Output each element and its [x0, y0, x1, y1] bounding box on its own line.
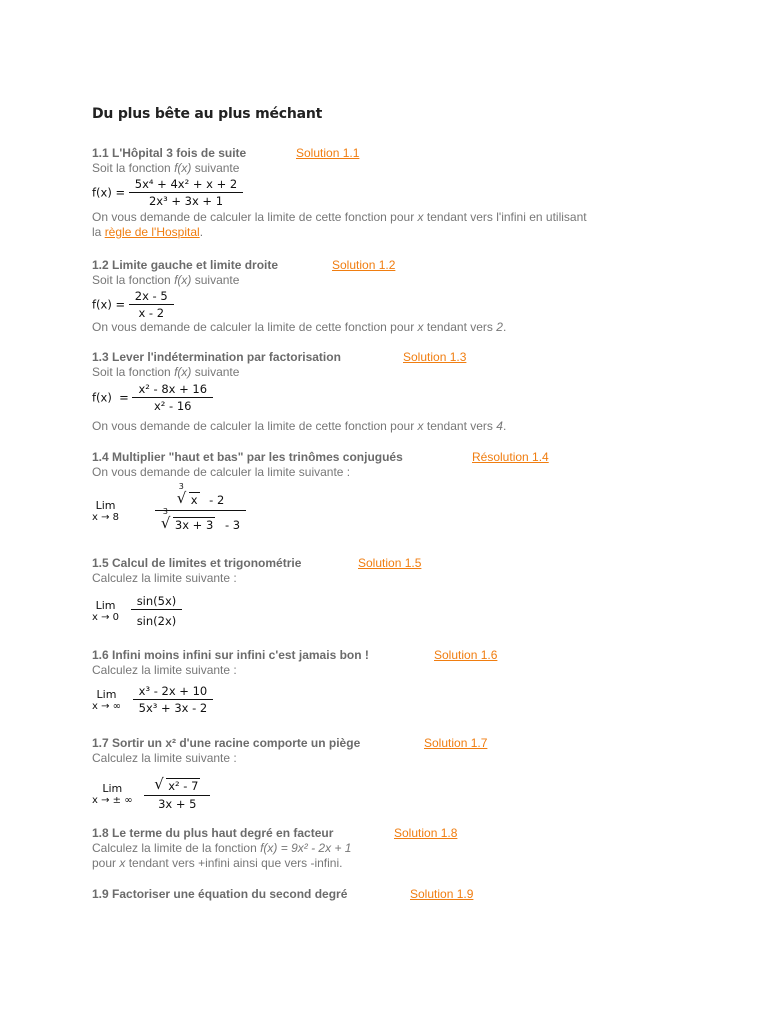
limit-operator: Lim x → 0	[92, 599, 120, 623]
fraction: √ x² - 7 3x + 5	[144, 776, 210, 811]
fraction: $\frac{\sin(5x)}{\sin(2x)}$	[131, 594, 183, 628]
section-text: On vous demande de calculer la limite de cette fonction pour x tendant vers 2.	[92, 320, 507, 334]
limit-operator: Lim x → 8	[92, 499, 120, 523]
section-1-7	[92, 736, 488, 820]
cube-root: 3 √ 3x + 3	[160, 507, 214, 532]
section-1-8	[92, 826, 458, 871]
section-heading: 1.2 Limite gauche et limite droite Solution 1.2	[92, 258, 396, 272]
section-intro: Calculez la limite suivante :	[92, 571, 237, 585]
solution-link-1-4[interactable]: Résolution 1.4	[472, 450, 549, 464]
fraction: $\frac{\text{x³ - 2x + 10}}{\text{5x³ + 3x - 2}}$	[133, 684, 214, 715]
section-heading: 1.3 Lever l'indétermination par factorisation Solution 1.3	[92, 350, 467, 364]
section-heading: 1.1 L'Hôpital 3 fois de suite Solution 1.1	[92, 146, 360, 160]
section-text: pour x tendant vers +infini ainsi que vers -infini.	[92, 856, 343, 870]
section-1-5	[92, 556, 422, 634]
section-heading: 1.5 Calcul de limites et trigonométrie Solution 1.5	[92, 556, 422, 570]
section-intro: Soit la fonction f(x) suivante	[92, 365, 240, 379]
section-1-4	[92, 450, 549, 540]
solution-link-1-3[interactable]: Solution 1.3	[403, 350, 467, 364]
formula	[92, 776, 360, 820]
section-intro: Calculez la limite suivante :	[92, 751, 237, 765]
limit-operator: Lim x → ∞	[92, 687, 121, 712]
formula: f(x) = $\frac{2x - 5}{x - 2}$	[92, 289, 506, 320]
section-1-9	[92, 887, 474, 902]
formula	[92, 684, 369, 720]
formula	[92, 482, 403, 540]
hospital-rule-link[interactable]: règle de l'Hospital	[104, 225, 200, 239]
formula: f(x) = $\frac{\text{x² - 8x + 16}}{\text{x² - 16}}$	[92, 382, 506, 419]
square-root: √ x² - 7	[154, 775, 199, 793]
section-heading: 1.8 Le terme du plus haut degré en facteur Solution 1.8	[92, 826, 458, 840]
section-heading: 1.6 Infini moins infini sur infini c'est jamais bon ! Solution 1.6	[92, 648, 498, 662]
fraction: 3 √ x - 2 3 √ 3x + 3 - 3	[155, 490, 247, 532]
section-intro: On vous demande de calculer la limite suivante :	[92, 465, 351, 479]
section-1-1	[92, 146, 587, 240]
solution-link-1-5[interactable]: Solution 1.5	[358, 556, 422, 570]
section-intro: Soit la fonction f(x) suivante	[92, 161, 240, 175]
fraction: $\frac{2x - 5}{x - 2}$	[129, 289, 174, 320]
solution-link-1-6[interactable]: Solution 1.6	[434, 648, 498, 662]
section-heading: 1.9 Factoriser une équation du second degré Solution 1.9	[92, 887, 474, 901]
section-text: Calculez la limite de la fonction f(x) = 9x² - 2x + 1	[92, 841, 352, 855]
section-1-6	[92, 648, 498, 720]
solution-link-1-8[interactable]: Solution 1.8	[394, 826, 458, 840]
section-1-2	[92, 258, 506, 335]
fraction: $\frac{\text{x² - 8x + 16}}{\text{x² - 16}}$	[132, 382, 213, 413]
limit-operator: Lim x → ± ∞	[92, 781, 133, 806]
section-text: On vous demande de calculer la limite de cette fonction pour x tendant vers l'infini en utilisant	[92, 210, 587, 224]
section-heading: 1.4 Multiplier "haut et bas" par les trinômes conjugués Résolution 1.4	[92, 450, 549, 464]
section-intro: Soit la fonction f(x) suivante	[92, 273, 240, 287]
page-title: Du plus bête au plus méchant	[92, 106, 323, 122]
section-text: la règle de l'Hospital.	[92, 225, 204, 239]
formula	[92, 594, 301, 634]
section-intro: Calculez la limite suivante :	[92, 663, 237, 677]
section-heading: 1.7 Sortir un x² d'une racine comporte un piège Solution 1.7	[92, 736, 488, 750]
solution-link-1-1[interactable]: Solution 1.1	[296, 146, 360, 160]
section-1-3	[92, 350, 506, 434]
solution-link-1-2[interactable]: Solution 1.2	[332, 258, 396, 272]
section-text: On vous demande de calculer la limite de cette fonction pour x tendant vers 4.	[92, 419, 507, 433]
fraction: $\frac{\text{5x⁴ + 4x² + x + 2}}{\text{2x³ + 3x + 1}}$	[129, 177, 243, 208]
solution-link-1-9[interactable]: Solution 1.9	[410, 887, 474, 901]
cube-root: 3 √ x	[176, 482, 198, 507]
formula: f(x) = $\frac{\text{5x⁴ + 4x² + x + 2}}{\text{2x³ + 3x + 1}}$	[92, 177, 587, 210]
solution-link-1-7[interactable]: Solution 1.7	[424, 736, 488, 750]
